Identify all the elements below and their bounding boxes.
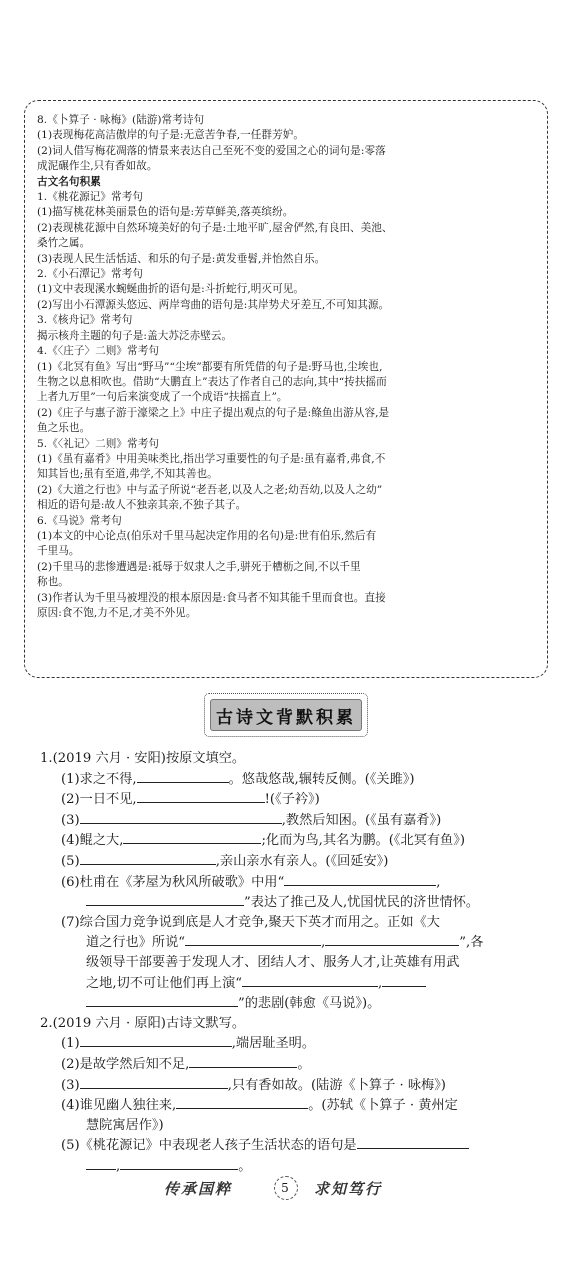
q1-item-1: [40, 769, 540, 790]
answer-blank[interactable]: [137, 789, 265, 803]
q2-5-text-b: ,: [116, 1158, 121, 1174]
box-text-line: 1.《桃花源记》常考句: [37, 191, 144, 204]
box-text-line: (1)描写桃花林美丽景色的语句是:芳草鲜美,落英缤纷。: [37, 206, 294, 219]
box-text-line: (1)本文的中心论点(伯乐对千里马起决定作用的名句)是:世有伯乐,然后有: [37, 529, 377, 542]
box-text-line: 生物之以息相吹也。借助“大鹏直上”表达了作者自己的志向,其中“抟扶摇而: [37, 375, 387, 388]
answer-blank[interactable]: [185, 932, 321, 946]
q1-2-text-b: !(《子衿》): [264, 792, 320, 808]
box-text-line: (1)文中表现溪水蜿蜒曲折的语句是:斗折蛇行,明灭可见。: [37, 283, 304, 296]
box-text-line: 鱼之乐也。: [37, 422, 91, 435]
q2-4-text-b: 。(苏轼《卜算子 · 黄州定: [308, 1098, 458, 1114]
q1-7-text-h: ”的悲剧(韩愈《马说》)。: [238, 996, 381, 1012]
answer-blank[interactable]: [137, 769, 229, 783]
q1-4-text-b: ;化而为鸟,其名为鹏。(《北冥有鱼》): [261, 833, 465, 849]
q2-item-4: [40, 1095, 540, 1116]
q1-4-text: (4)鲲之大,: [61, 833, 124, 849]
q1-3-text-b: ,教然后知困。(《虽有嘉肴》): [281, 812, 442, 828]
q2-1-text-b: ,端居耻圣明。: [231, 1036, 316, 1052]
q1-7-text-d: ”,各: [459, 935, 484, 951]
box-text-line: 上者九万里”一句后来演变成了一个成语“扶摇直上”。: [37, 391, 288, 404]
box-text-line: (2)词人借写梅花凋落的情景来表达自己至死不变的爱国之心的词句是:零落: [37, 144, 386, 157]
answer-blank[interactable]: [382, 973, 426, 987]
box-text-line: 桑竹之属。: [37, 237, 91, 250]
q1-7-text-b: 道之行也》所说“: [86, 935, 186, 951]
answer-blank[interactable]: [80, 1033, 232, 1047]
answer-blank[interactable]: [242, 973, 378, 987]
banner-plate: [210, 699, 362, 731]
answer-blank[interactable]: [86, 892, 244, 906]
page-footer: [150, 1176, 430, 1202]
section-heading: 古文名句积累: [37, 175, 101, 188]
box-text-line: (1)《虽有嘉肴》中用美味类比,指出学习重要性的句子是:虽有嘉肴,弗食,不: [37, 452, 386, 465]
banner-title: 古诗文背默积累: [216, 707, 356, 728]
q1-7-text-f: 之地,切不可让他们再上演“: [86, 975, 242, 991]
q1-item-4: [40, 830, 540, 851]
q1-item-6-cont: [40, 892, 540, 913]
q2-5-text-c: 。: [238, 1158, 252, 1174]
q1-1-text-b: 。悠哉悠哉,辗转反侧。(《关雎》): [228, 771, 415, 787]
box-text-line: 成泥碾作尘,只有香如故。: [37, 160, 158, 173]
q2-2-text-b: 。: [297, 1056, 311, 1072]
q2-item-3: [40, 1075, 540, 1096]
box-text-line: 称也。: [37, 576, 69, 589]
box-text-line: 知其旨也;虽有至道,弗学,不知其善也。: [37, 468, 218, 481]
footer-left-slogan: 传承国粹: [164, 1180, 233, 1198]
q1-5-text: (5): [61, 853, 80, 869]
box-text-line: 相近的语句是:故人不独亲其亲,不独子其子。: [37, 499, 247, 512]
answer-blank[interactable]: [120, 1156, 238, 1170]
q1-item-7-cont1: [40, 932, 540, 953]
box-text-line: 8.《卜算子 · 咏梅》(陆游)常考诗句: [37, 114, 205, 126]
answer-blank[interactable]: [80, 810, 282, 824]
answer-blank[interactable]: [80, 1075, 228, 1089]
q1-item-7-cont2: 级领导干部要善于发现人才、团结人才、服务人才,让英雄有用武: [86, 954, 460, 970]
q2-4-text: (4)谁见幽人独往来,: [61, 1098, 177, 1114]
box-text-line: 2.《小石潭记》常考句: [37, 268, 144, 281]
key-sentences-box: [24, 100, 548, 678]
box-text-line: 揭示核舟主题的句子是:盖大苏泛赤壁云。: [37, 329, 233, 342]
box-text-line: (2)《大道之行也》中与孟子所说“老吾老,以及人之老;幼吾幼,以及人之幼”: [37, 483, 383, 496]
answer-blank[interactable]: [176, 1095, 308, 1109]
q1-1-text: (1)求之不得,: [61, 771, 137, 787]
box-text-line: 原因:食不饱,力不足,才美不外见。: [37, 607, 197, 619]
q1-5-text-b: ,亲山亲水有亲人。(《回延安》): [215, 853, 389, 869]
q1-2-text: (2)一日不见,: [61, 792, 137, 808]
q2-item-4-cont: 慧院寓居作》): [86, 1117, 164, 1133]
answer-blank[interactable]: [80, 851, 216, 865]
q1-item-7-cont3: [40, 973, 540, 994]
box-text-line: 千里马。: [37, 545, 80, 558]
q2-item-5: [40, 1135, 540, 1156]
q1-6-text-c: ”表达了推己及人,忧国忧民的济世情怀。: [244, 895, 480, 911]
q2-item-2: [40, 1054, 540, 1075]
answer-blank[interactable]: [325, 932, 459, 946]
q2-5-text: (5)《桃花源记》中表现老人孩子生活状态的语句是: [61, 1138, 357, 1154]
footer-right-slogan: 求知笃行: [314, 1180, 383, 1198]
box-text-line: (2)千里马的悲惨遭遇是:祗辱于奴隶人之手,骈死于槽枥之间,不以千里: [37, 560, 361, 573]
answer-blank[interactable]: [189, 1054, 297, 1068]
q1-7-text-g: ,: [378, 975, 383, 991]
box-text-line: 5.《〈礼记〉二则》常考句: [37, 437, 159, 450]
answer-blank[interactable]: [123, 830, 261, 844]
answer-blank[interactable]: [357, 1135, 469, 1149]
answer-blank[interactable]: [86, 993, 238, 1007]
q1-item-7-cont4: [40, 993, 540, 1014]
q1-6-text-b: ,: [436, 874, 441, 890]
box-text-line: 6.《马说》常考句: [37, 514, 122, 527]
q1-item-6: [40, 872, 540, 893]
q1-item-7: (7)综合国力竞争说到底是人才竞争,聚天下英才而用之。正如《大: [61, 914, 440, 930]
q2-item-5-cont: [40, 1156, 540, 1177]
section-banner: [204, 693, 368, 737]
answer-blank[interactable]: [284, 872, 436, 886]
q1-3-text: (3): [61, 812, 80, 828]
box-text-line: (1)《北冥有鱼》写出“野马”“尘埃”都要有所凭借的句子是:野马也,尘埃也,: [37, 360, 383, 373]
q2-1-text: (1): [61, 1036, 80, 1052]
question-1-heading: 1.(2019 六月 · 安阳)按原文填空。: [40, 751, 246, 766]
box-text-line: 3.《核舟记》常考句: [37, 314, 133, 327]
q2-3-text-b: ,只有香如故。(陆游《卜算子 · 咏梅》): [227, 1077, 446, 1093]
q2-2-text: (2)是故学然后知不足,: [61, 1056, 190, 1072]
q2-item-1: [40, 1033, 540, 1054]
exercise-questions: [40, 749, 540, 1176]
question-2-heading: 2.(2019 六月 · 原阳)古诗文默写。: [40, 1015, 246, 1031]
q1-6-text: (6)杜甫在《茅屋为秋风所破歌》中用“: [61, 874, 285, 890]
box-text-line: (2)表现桃花源中自然环境美好的句子是:土地平旷,屋舍俨然,有良田、美池、: [37, 221, 393, 234]
q1-item-3: [40, 810, 540, 831]
q2-3-text: (3): [61, 1077, 80, 1093]
q1-item-5: [40, 851, 540, 872]
box-text-line: 4.《〈庄子〉二则》常考句: [37, 345, 159, 358]
box-text-line: (3)表现人民生活恬适、和乐的句子是:黄发垂髫,并怡然自乐。: [37, 252, 326, 265]
box-text-line: (1)表现梅花高洁傲岸的句子是:无意苦争春,一任群芳妒。: [37, 129, 304, 142]
answer-blank[interactable]: [86, 1156, 116, 1170]
box-text-line: (3)作者认为千里马被埋没的根本原因是:食马者不知其能千里而食也。直接: [37, 591, 386, 604]
box-text-line: (2)《庄子与惠子游于濠梁之上》中庄子提出观点的句子是:鲦鱼出游从容,是: [37, 406, 390, 419]
q1-7-text-c: ,: [321, 935, 326, 951]
page-number: 5: [272, 1178, 298, 1198]
box-text-line: (2)写出小石潭源头悠远、两岸弯曲的语句是:其岸势犬牙差互,不可知其源。: [37, 298, 390, 311]
q1-item-2: [40, 789, 540, 810]
